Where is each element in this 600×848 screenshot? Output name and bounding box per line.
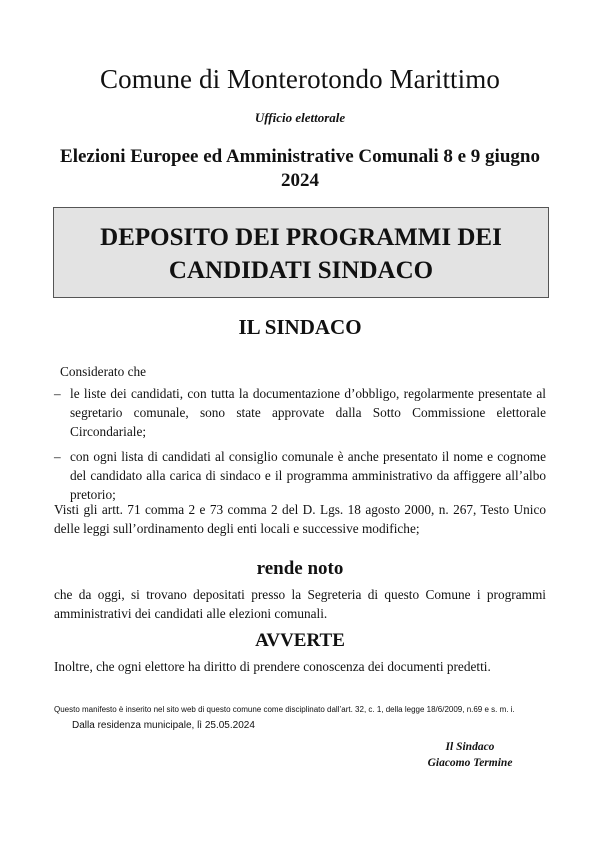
rende-noto-paragraph: che da oggi, si trovano depositati presso la Segreteria di questo Comune i programmi amministrativi dei candidati alle elezioni comunali. <box>54 587 546 621</box>
rende-noto-heading: rende noto <box>256 558 344 579</box>
title-banner <box>53 207 549 298</box>
signature-title: Il Sindaco <box>445 741 495 753</box>
inoltre-paragraph: Inoltre, che ogni elettore ha diritto di prendere conoscenza dei documenti predetti. <box>54 659 491 674</box>
list-item-text: le liste dei candidati, con tutta la documentazione d’obbligo, regolarmente presentate al segretario comunale, sono state approvate dalla Sotto Commissione elettorale Circondariale; <box>70 386 546 439</box>
il-sindaco-heading: IL SINDACO <box>238 315 362 339</box>
municipality-title: Comune di Monterotondo Marittimo <box>100 64 500 94</box>
dash-bullet: – <box>54 449 61 464</box>
publication-note: Questo manifesto è inserito nel sito web di questo comune come disciplinato dall’art. 32, c. 1, della legge 18/6/2009, n.69 e s. m. i. <box>54 705 515 714</box>
considerato-line: Considerato che <box>60 364 147 379</box>
date-place-line: Dalla residenza municipale, lì 25.05.2024 <box>72 720 255 731</box>
avverte-heading: AVVERTE <box>255 630 345 651</box>
visti-paragraph: Visti gli artt. 71 comma 2 e 73 comma 2 del D. Lgs. 18 agosto 2000, n. 267, Testo Unico delle leggi sull’ordinamento degli enti locali e successive modifiche; <box>54 502 546 536</box>
list-item <box>54 384 546 441</box>
banner-title: DEPOSITO DEI PROGRAMMI DEI CANDIDATI SINDACO <box>100 224 502 284</box>
signature-block <box>400 739 540 771</box>
election-heading: Elezioni Europee ed Amministrative Comunali 8 e 9 giugno 2024 <box>60 146 540 191</box>
office-subtitle: Ufficio elettorale <box>254 110 346 125</box>
signature-name: Giacomo Termine <box>427 757 513 769</box>
list-item <box>54 447 546 504</box>
dash-bullet: – <box>54 386 61 401</box>
list-item-text: con ogni lista di candidati al consiglio comunale è anche presentato il nome e cognome del candidato alla carica di sindaco e il programma amministrativo da affiggere all’albo pretorio; <box>70 449 546 502</box>
considerations-list <box>54 384 546 510</box>
